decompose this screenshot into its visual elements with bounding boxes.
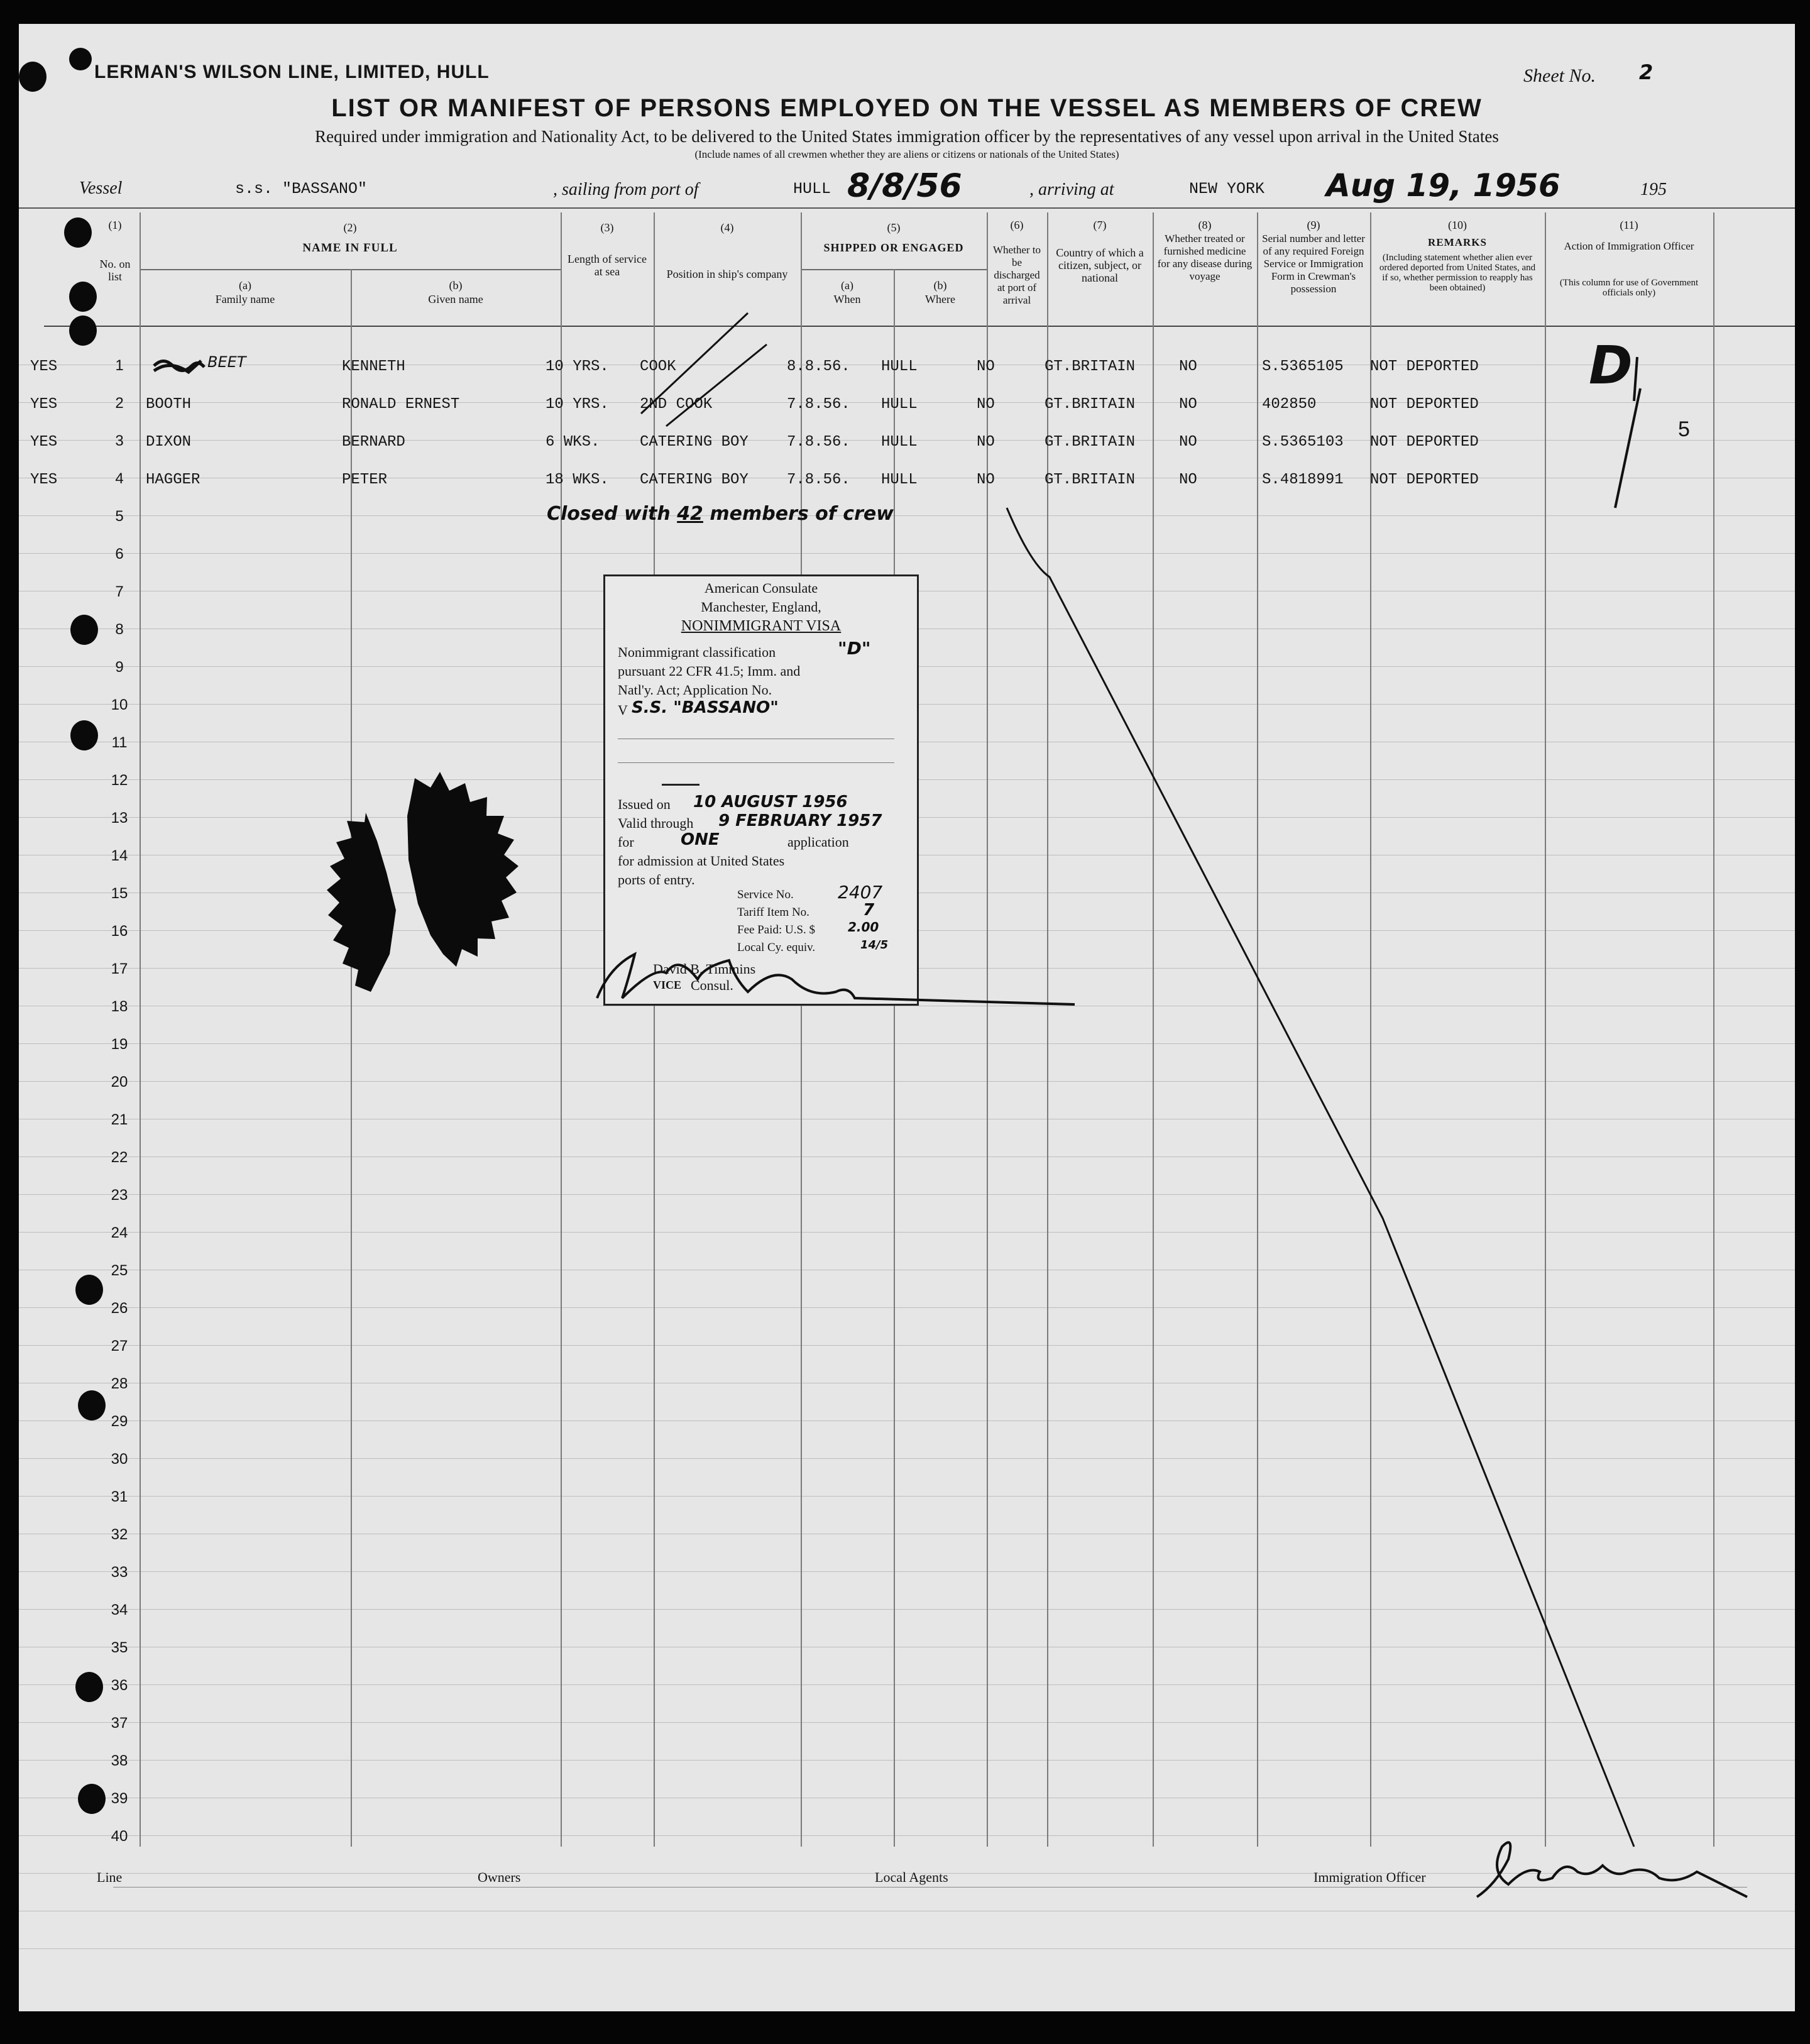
vessel-label: Vessel	[79, 179, 123, 198]
stamp-dash	[662, 784, 699, 786]
stamp-applications-count: ONE	[681, 830, 720, 849]
stamp-location: Manchester, England,	[701, 599, 821, 615]
row-number: 19	[111, 1036, 128, 1053]
stamp-valid-date: 9 FEBRUARY 1957	[718, 811, 882, 830]
punch-hole	[70, 720, 98, 750]
row-number: 40	[111, 1828, 128, 1845]
stamp-service-label: Service No.	[737, 888, 794, 901]
footer-local-agents: Local Agents	[875, 1869, 948, 1885]
vessel-name: s.s. "BASSANO"	[235, 180, 368, 198]
punch-hole	[69, 282, 97, 312]
arrival-date: Aug 19, 1956	[1326, 167, 1560, 204]
row-number: 23	[111, 1187, 128, 1204]
stamp-consul-name: David B. Timmins	[653, 961, 756, 977]
punch-hole	[78, 1784, 106, 1814]
row-number: 4	[115, 470, 124, 487]
crew-status-mark: YES	[30, 434, 58, 451]
departure-port: HULL	[793, 180, 831, 198]
citizenship: GT.BRITAIN	[1045, 358, 1136, 375]
col2b-number: (b)	[449, 279, 463, 292]
stamp-admission: for admission at United States	[618, 853, 785, 869]
stamp-classification-label: Nonimmigrant classification	[618, 644, 776, 660]
family-name: DIXON	[146, 434, 192, 451]
family-name: BOOTH	[146, 396, 192, 413]
stamp-local-label: Local Cy. equiv.	[737, 941, 816, 954]
stamp-issued-date: 10 AUGUST 1956	[693, 793, 848, 811]
engaged-port: HULL	[881, 471, 918, 488]
col5b-label: Where	[925, 293, 955, 305]
row-number: 7	[115, 583, 124, 600]
row-number: 27	[111, 1338, 128, 1354]
row-number: 13	[111, 810, 128, 827]
row-number: 26	[111, 1300, 128, 1317]
row-number: 38	[111, 1752, 128, 1769]
stamp-tariff-number: 7	[863, 901, 875, 920]
document-subtitle: Required under immigration and Nationality Act, to be delivered to the United States immigration officer by the representatives of any vessel upon arrival in the United States	[315, 127, 1499, 146]
stamp-ports: ports of entry.	[618, 872, 695, 887]
col6-label: Whether to be discharged at port of arrival	[993, 244, 1041, 306]
row-number: 39	[111, 1790, 128, 1807]
col7-label: Country of which a citizen, subject, or national	[1056, 246, 1144, 284]
row-number: 15	[111, 885, 128, 902]
medical-treatment: NO	[1179, 434, 1197, 451]
row-number: 2	[115, 395, 124, 412]
row-number: 9	[115, 659, 124, 676]
ship-position: CATERING BOY	[640, 471, 749, 488]
citizenship: GT.BRITAIN	[1045, 471, 1136, 488]
row-number: 35	[111, 1639, 128, 1656]
stamp-local-amount: 14/5	[860, 938, 889, 952]
punch-hole	[75, 1275, 103, 1305]
footer-owners: Owners	[478, 1869, 521, 1885]
stamp-consul-prefix: VICE	[653, 979, 682, 991]
engaged-port: HULL	[881, 396, 918, 413]
col10-note: (Including statement whether alien ever ordered deported from United States, and if so, whether permission to reapply has been obtained)	[1379, 253, 1536, 293]
punch-hole	[78, 1390, 106, 1420]
given-name: KENNETH	[342, 358, 405, 375]
medical-treatment: NO	[1179, 471, 1197, 488]
row-number: 10	[111, 696, 128, 713]
stamp-consulate: American Consulate	[704, 580, 818, 596]
punch-hole	[64, 217, 92, 248]
stamp-consul-title: Consul.	[691, 977, 733, 993]
side-number: 5	[1678, 417, 1690, 441]
embossed-seal	[258, 753, 547, 1042]
serial-number: S.5365105	[1262, 358, 1344, 375]
punch-hole	[69, 316, 97, 346]
stamp-fee-label: Fee Paid: U.S. $	[737, 923, 816, 937]
citizenship: GT.BRITAIN	[1045, 434, 1136, 451]
discharge-status: NO	[977, 396, 995, 413]
col5-label: SHIPPED OR ENGAGED	[823, 241, 964, 254]
stamp-vessel: S.S. "BASSANO"	[632, 698, 779, 717]
stamp-for-label: for	[618, 834, 634, 850]
row-number: 37	[111, 1715, 128, 1732]
row-number: 34	[111, 1602, 128, 1618]
stamp-visa-type: NONIMMIGRANT VISA	[681, 618, 842, 634]
col11-number: (11)	[1620, 219, 1638, 231]
punch-hole	[70, 615, 98, 645]
stamp-issued-label: Issued on	[618, 796, 671, 812]
stamp-valid-label: Valid through	[618, 815, 694, 831]
row-number: 31	[111, 1488, 128, 1505]
stamp-blank-line-2	[618, 762, 894, 763]
punch-hole	[75, 1672, 103, 1702]
crew-status-mark: YES	[30, 358, 58, 375]
col4-label: Position in ship's company	[666, 268, 788, 280]
col3-number: (3)	[600, 221, 614, 234]
ship-position: COOK	[640, 358, 676, 375]
stamp-classification-value: "D"	[838, 638, 871, 659]
closed-with-suffix: members of crew	[710, 503, 894, 525]
stamp-applications-label: application	[787, 834, 849, 850]
citizenship: GT.BRITAIN	[1045, 396, 1136, 413]
document-subtitle-note: (Include names of all crewmen whether they are aliens or citizens or nationals of the United States)	[694, 148, 1119, 160]
row-number: 33	[111, 1564, 128, 1581]
col8-label: Whether treated or furnished medicine for any disease during voyage	[1157, 233, 1253, 282]
family-name: BEET	[207, 353, 246, 371]
engaged-date: 7.8.56.	[787, 396, 850, 413]
punch-hole	[69, 48, 92, 70]
closed-with-prefix: Closed with	[547, 503, 671, 525]
col2-number: (2)	[343, 221, 357, 234]
medical-treatment: NO	[1179, 358, 1197, 375]
col1-label: No. on list	[99, 258, 131, 283]
departure-date: 8/8/56	[847, 167, 962, 205]
col1-number: (1)	[108, 219, 122, 231]
row-number: 11	[111, 734, 128, 751]
col3-label: Length of service at sea	[568, 253, 647, 278]
col11-label: Action of Immigration Officer	[1564, 240, 1694, 252]
service-length: 18 WKS.	[546, 471, 609, 488]
row-number: 36	[111, 1677, 128, 1694]
engaged-date: 7.8.56.	[787, 471, 850, 488]
closed-crew-count: 42	[677, 503, 703, 525]
col9-label: Serial number and letter of any required Foreign Service or Immigration Form in Crewman's possession	[1262, 233, 1365, 295]
row-number: 18	[111, 998, 128, 1015]
col4-number: (4)	[720, 221, 734, 234]
remarks: NOT DEPORTED	[1370, 358, 1479, 375]
stamp-fee-amount: 2.00	[848, 920, 879, 935]
manifest-sheet	[19, 24, 1795, 2011]
stamp-nationality-act: Natl'y. Act; Application No.	[618, 682, 772, 698]
service-length: 6 WKS.	[546, 434, 600, 451]
serial-number: S.5365103	[1262, 434, 1344, 451]
col2b-label: Given name	[428, 293, 483, 305]
consul-signature	[584, 929, 1100, 1023]
row-number: 12	[111, 772, 128, 789]
row-number: 28	[111, 1375, 128, 1392]
col6-number: (6)	[1010, 219, 1024, 231]
family-name: HAGGER	[146, 471, 200, 488]
col5-number: (5)	[887, 221, 901, 234]
col10-number: (10)	[1448, 219, 1467, 231]
row-number: 14	[111, 847, 128, 864]
col7-number: (7)	[1093, 219, 1107, 231]
stamp-vessel-prefix: V	[618, 702, 628, 718]
col2-label: NAME IN FULL	[302, 241, 398, 255]
punch-hole	[19, 62, 47, 92]
sheet-number: 2	[1639, 60, 1654, 84]
arriving-label: , arriving at	[1029, 180, 1114, 199]
serial-number: 402850	[1262, 396, 1317, 413]
discharge-status: NO	[977, 471, 995, 488]
stamp-tariff-label: Tariff Item No.	[737, 906, 809, 919]
row-number: 24	[111, 1224, 128, 1241]
row-number: 20	[111, 1074, 128, 1091]
row-number: 30	[111, 1451, 128, 1468]
row-number: 16	[111, 923, 128, 940]
given-name: BERNARD	[342, 434, 405, 451]
footer-line: Line	[97, 1869, 123, 1885]
discharge-status: NO	[977, 434, 995, 451]
row-number: 22	[111, 1149, 128, 1166]
immigration-action-mark: D	[1589, 334, 1633, 396]
stamp-service-number: 2407	[838, 882, 883, 903]
engaged-port: HULL	[881, 434, 918, 451]
row-number: 21	[111, 1111, 128, 1128]
crew-status-mark: YES	[30, 471, 58, 488]
given-name: RONALD ERNEST	[342, 396, 460, 413]
col2a-number: (a)	[239, 279, 251, 292]
medical-treatment: NO	[1179, 396, 1197, 413]
row-number: 32	[111, 1526, 128, 1543]
company-name: LERMAN'S WILSON LINE, LIMITED, HULL	[94, 62, 490, 82]
row-number: 29	[111, 1413, 128, 1430]
col8-number: (8)	[1198, 219, 1212, 231]
discharge-status: NO	[977, 358, 995, 375]
document-title: LIST OR MANIFEST OF PERSONS EMPLOYED ON THE VESSEL AS MEMBERS OF CREW	[331, 94, 1483, 122]
row-number: 17	[111, 960, 128, 977]
ship-position: 2ND COOK	[640, 396, 713, 413]
footer-immigration-officer: Immigration Officer	[1314, 1869, 1426, 1885]
engaged-date: 8.8.56.	[787, 358, 850, 375]
row-number: 3	[115, 432, 124, 449]
engaged-date: 7.8.56.	[787, 434, 850, 451]
crew-status-mark: YES	[30, 396, 58, 413]
immigration-officer-signature	[1458, 1821, 1772, 1916]
col5b-number: (b)	[933, 279, 947, 292]
sheet-label: Sheet No.	[1523, 65, 1596, 86]
ship-position: CATERING BOY	[640, 434, 749, 451]
remarks: NOT DEPORTED	[1370, 396, 1479, 413]
col11-note: (This column for use of Government officials only)	[1559, 278, 1699, 298]
service-length: 10 YRS.	[546, 358, 609, 375]
serial-number: S.4818991	[1262, 471, 1344, 488]
service-length: 10 YRS.	[546, 396, 609, 413]
engaged-port: HULL	[881, 358, 918, 375]
stamp-pursuant: pursuant 22 CFR 41.5; Imm. and	[618, 663, 801, 679]
remarks: NOT DEPORTED	[1370, 471, 1479, 488]
row-number: 25	[111, 1262, 128, 1279]
remarks: NOT DEPORTED	[1370, 434, 1479, 451]
row-number: 6	[115, 546, 124, 563]
given-name: PETER	[342, 471, 388, 488]
row-number: 1	[115, 357, 124, 374]
row-number: 5	[115, 508, 124, 525]
col5a-label: When	[833, 293, 861, 305]
arrival-port: NEW YORK	[1189, 180, 1265, 198]
sailing-label: , sailing from port of	[553, 180, 699, 199]
year-suffix: 195	[1640, 180, 1667, 199]
row-number: 8	[115, 621, 124, 638]
col2a-label: Family name	[215, 293, 275, 305]
col9-number: (9)	[1307, 219, 1320, 231]
col10-label: REMARKS	[1428, 236, 1487, 248]
col5a-number: (a)	[841, 279, 853, 292]
